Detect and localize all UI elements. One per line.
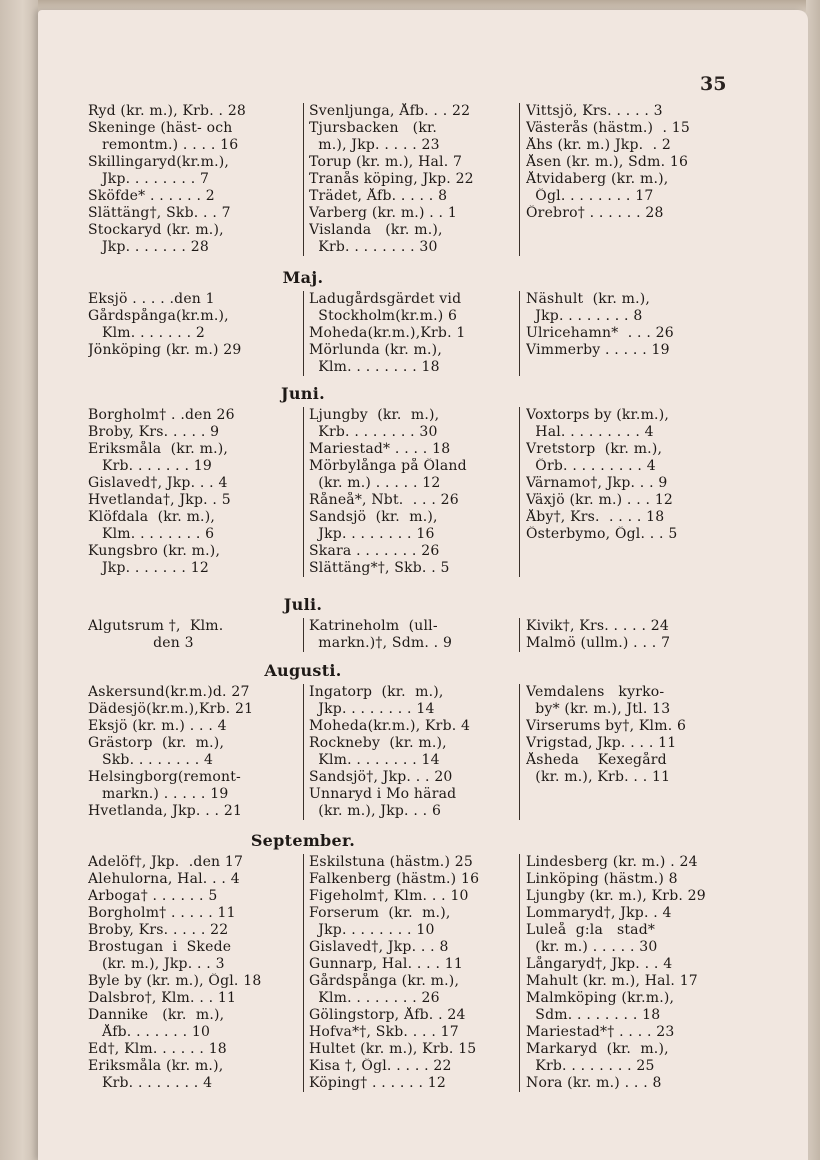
- month-heading-juni: Juni.: [281, 384, 325, 403]
- market-entry-line: Forserum (kr. m.),: [309, 905, 451, 921]
- market-entry-line: Gårdspånga(kr.m.),: [88, 308, 229, 324]
- market-entry-line: Jkp. . . . . . . . 7: [88, 171, 210, 187]
- market-entry-line: Vislanda (kr. m.),: [309, 222, 443, 238]
- month-heading-maj: Maj.: [282, 268, 324, 287]
- market-column-3-juli: [519, 618, 736, 652]
- market-entry-line: Åtvidaberg (kr. m.),: [526, 171, 669, 187]
- market-entry-line: Jkp. . . . . . . . 14: [309, 701, 435, 717]
- market-entry-line: Kisa †, Ögl. . . . . 22: [309, 1058, 452, 1074]
- market-entry-line: Näshult (kr. m.),: [526, 291, 651, 307]
- market-entry-line: Gunnarp, Hal. . . . 11: [309, 956, 463, 972]
- market-entry-line: Grästorp (kr. m.),: [88, 735, 225, 751]
- market-entry-line: Mörbylånga på Öland: [309, 458, 467, 474]
- market-entry-line: Rockneby (kr. m.),: [309, 735, 447, 751]
- market-entry-line: Falkenberg (hästm.) 16: [309, 871, 480, 887]
- market-entry-line: Klm. . . . . . . . 14: [309, 752, 440, 768]
- market-entry-line: Vretstorp (kr. m.),: [526, 441, 663, 457]
- market-entry-line: Klöfdala (kr. m.),: [88, 509, 216, 525]
- market-entry-line: Skb. . . . . . . . 4: [88, 752, 214, 768]
- market-entry-line: markn.) . . . . . 19: [88, 786, 229, 802]
- market-entry-line: Eriksmåla (kr. m.),: [88, 441, 229, 457]
- market-entry-line: Torup (kr. m.), Hal. 7: [309, 154, 463, 170]
- market-entry-line: Ljungby (kr. m.), Krb. 29: [526, 888, 706, 904]
- market-entry-line: Ed†, Klm. . . . . . 18: [88, 1041, 227, 1057]
- market-entry-line: Jkp. . . . . . . . 16: [309, 526, 435, 542]
- market-entry-line: Vrigstad, Jkp. . . . 11: [526, 735, 677, 751]
- market-entry-line: remontm.) . . . . 16: [88, 137, 239, 153]
- market-entry-line: Vemdalens kyrko-: [526, 684, 665, 700]
- market-entry-line: Varberg (kr. m.) . . 1: [309, 205, 457, 221]
- market-entry-line: Hultet (kr. m.), Krb. 15: [309, 1041, 477, 1057]
- market-column-2-augusti: [303, 684, 519, 820]
- market-entry-line: Köping† . . . . . . 12: [309, 1075, 446, 1091]
- market-entry-line: Skillingaryd(kr.m.),: [88, 154, 230, 170]
- market-entry-line: Vittsjö, Krs. . . . . 3: [526, 103, 663, 119]
- market-entry-line: Gölingstorp, Åfb. . 24: [309, 1007, 466, 1023]
- market-entry-line: markn.)†, Sdm. . 9: [309, 635, 453, 651]
- market-entry-line: Råneå*, Nbt. . . . 26: [309, 492, 459, 508]
- market-entry-line: Borgholm† . .den 26: [88, 407, 235, 423]
- market-entry-line: Algutsrum †, Klm.: [88, 618, 224, 634]
- market-entry-line: by* (kr. m.), Jtl. 13: [526, 701, 671, 717]
- market-entry-line: Vimmerby . . . . . 19: [526, 342, 670, 358]
- market-entry-line: Voxtorps by (kr.m.),: [526, 407, 670, 423]
- book-edge: [806, 0, 820, 1160]
- market-entry-line: Jkp. . . . . . . 28: [88, 239, 209, 255]
- market-entry-line: Eriksmåla (kr. m.),: [88, 1058, 224, 1074]
- market-entry-line: Gårdspånga (kr. m.),: [309, 973, 460, 989]
- market-entry-line: Slättäng*†, Skb. . 5: [309, 560, 450, 576]
- market-entry-line: Gislaved†, Jkp. . . 8: [309, 939, 449, 955]
- market-column-3-maj: [519, 291, 736, 376]
- market-entry-line: Nora (kr. m.) . . . 8: [526, 1075, 662, 1091]
- market-entry-line: Åsen (kr. m.), Sdm. 16: [526, 154, 689, 170]
- market-entry-line: Örebro† . . . . . . 28: [526, 205, 664, 221]
- market-entry-line: Krb. . . . . . . 19: [88, 458, 212, 474]
- market-entry-line: Dannike (kr. m.),: [88, 1007, 225, 1023]
- market-entry-line: Gislaved†, Jkp. . . 4: [88, 475, 228, 491]
- market-entry-line: Värnamo†, Jkp. . . 9: [526, 475, 668, 491]
- page-number: 35: [700, 73, 727, 95]
- previous-page-edge: [0, 0, 38, 1160]
- market-entry-line: Stockaryd (kr. m.),: [88, 222, 224, 238]
- market-entry-line: Adelöf†, Jkp. .den 17: [88, 854, 244, 870]
- market-column-2-january-may: [303, 103, 519, 256]
- market-entry-line: (kr. m.), Jkp. . . 3: [88, 956, 225, 972]
- market-entry-line: Sdm. . . . . . . . 18: [526, 1007, 661, 1023]
- market-entry-line: Figeholm†, Klm. . . 10: [309, 888, 469, 904]
- market-entry-line: Klm. . . . . . . . 6: [88, 526, 215, 542]
- market-entry-line: Ingatorp (kr. m.),: [309, 684, 444, 700]
- market-entry-line: Helsingborg(remont-: [88, 769, 241, 785]
- market-entry-line: Krb. . . . . . . . 4: [88, 1075, 213, 1091]
- market-entry-line: Lindesberg (kr. m.) . 24: [526, 854, 698, 870]
- market-entry-line: Luleå g:la stad*: [526, 922, 656, 938]
- market-entry-line: Stockholm(kr.m.) 6: [309, 308, 458, 324]
- market-entry-line: Arboga† . . . . . . 5: [88, 888, 218, 904]
- market-column-1-augusti: [88, 684, 298, 820]
- market-entry-line: Alehulorna, Hal. . . 4: [88, 871, 240, 887]
- month-heading-augusti: Augusti.: [264, 661, 342, 680]
- market-entry-line: Mariestad*† . . . . 23: [526, 1024, 675, 1040]
- market-column-3-september: [519, 854, 736, 1092]
- market-entry-line: Markaryd (kr. m.),: [526, 1041, 669, 1057]
- market-entry-line: Klm. . . . . . . . 26: [309, 990, 440, 1006]
- market-entry-line: Sköfde* . . . . . . 2: [88, 188, 215, 204]
- market-entry-line: Örb. . . . . . . . . 4: [526, 458, 656, 474]
- market-entry-line: Jkp. . . . . . . 12: [88, 560, 209, 576]
- market-entry-line: Skara . . . . . . . 26: [309, 543, 440, 559]
- market-entry-line: Västerås (hästm.) . 15: [526, 120, 690, 136]
- market-column-3-january-may: [519, 103, 736, 256]
- market-entry-line: Mörlunda (kr. m.),: [309, 342, 442, 358]
- market-entry-line: Borgholm† . . . . . 11: [88, 905, 236, 921]
- market-entry-line: Jönköping (kr. m.) 29: [88, 342, 242, 358]
- market-entry-line: Ljungby (kr. m.),: [309, 407, 440, 423]
- market-entry-line: (kr. m.) . . . . . 30: [526, 939, 658, 955]
- market-entry-line: (kr. m.), Jkp. . . 6: [309, 803, 442, 819]
- market-column-1-juni: [88, 407, 298, 577]
- market-entry-line: Mariestad* . . . . 18: [309, 441, 451, 457]
- market-entry-line: Moheda(kr.m.), Krb. 4: [309, 718, 471, 734]
- market-entry-line: Eskilstuna (hästm.) 25: [309, 854, 473, 870]
- market-entry-line: m.), Jkp. . . . . 23: [309, 137, 440, 153]
- market-column-2-juli: [303, 618, 519, 652]
- market-entry-line: Slättäng†, Skb. . . 7: [88, 205, 231, 221]
- market-entry-line: Jkp. . . . . . . . 8: [526, 308, 643, 324]
- market-entry-line: Krb. . . . . . . . 30: [309, 239, 438, 255]
- market-column-1-juli: [88, 618, 298, 652]
- market-entry-line: Trädet, Åfb. . . . . 8: [309, 188, 448, 204]
- market-entry-line: Eksjö (kr. m.) . . . 4: [88, 718, 227, 734]
- market-column-1-january-may: [88, 103, 298, 256]
- market-entry-line: Dädesjö(kr.m.),Krb. 21: [88, 701, 254, 717]
- market-entry-line: Ulricehamn* . . . 26: [526, 325, 674, 341]
- market-column-1-maj: [88, 291, 298, 376]
- market-column-3-juni: [519, 407, 736, 577]
- market-entry-line: Kungsbro (kr. m.),: [88, 543, 221, 559]
- market-entry-line: Långaryd†, Jkp. . . 4: [526, 956, 673, 972]
- market-entry-line: Broby, Krs. . . . . 9: [88, 424, 220, 440]
- market-entry-line: Hofva*†, Skb. . . . 17: [309, 1024, 459, 1040]
- market-column-3-augusti: [519, 684, 736, 820]
- market-entry-line: Katrineholm (ull-: [309, 618, 438, 634]
- market-entry-line: Tranås köping, Jkp. 22: [309, 171, 474, 187]
- market-entry-line: Kivik†, Krs. . . . . 24: [526, 618, 669, 634]
- month-heading-september: September.: [250, 831, 356, 850]
- market-entry-line: Moheda(kr.m.),Krb. 1: [309, 325, 466, 341]
- market-entry-line: Åby†, Krs. . . . . 18: [526, 509, 665, 525]
- market-entry-line: Byle by (kr. m.), Ögl. 18: [88, 973, 262, 989]
- market-entry-line: Krb. . . . . . . . 25: [526, 1058, 655, 1074]
- market-entry-line: Askersund(kr.m.)d. 27: [88, 684, 250, 700]
- market-entry-line: Jkp. . . . . . . . 10: [309, 922, 435, 938]
- market-entry-line: Malmköping (kr.m.),: [526, 990, 675, 1006]
- market-entry-line: Sandsjö†, Jkp. . . 20: [309, 769, 453, 785]
- market-entry-line: Linköping (hästm.) 8: [526, 871, 678, 887]
- market-entry-line: Brostugan i Skede: [88, 939, 232, 955]
- market-entry-line: Unnaryd i Mo härad: [309, 786, 457, 802]
- market-entry-line: Hal. . . . . . . . . 4: [526, 424, 654, 440]
- market-column-2-september: [303, 854, 519, 1092]
- market-entry-line: Lommaryd†, Jkp. . 4: [526, 905, 672, 921]
- market-entry-line: Österbymo, Ögl. . . 5: [526, 526, 678, 542]
- market-entry-line: Ladugårdsgärdet vid: [309, 291, 462, 307]
- market-entry-line: Svenljunga, Åfb. . . 22: [309, 103, 471, 119]
- market-entry-line: Hvetlanda, Jkp. . . 21: [88, 803, 243, 819]
- market-column-2-juni: [303, 407, 519, 577]
- market-entry-line: (kr. m.), Krb. . . 11: [526, 769, 671, 785]
- market-entry-line: den 3: [88, 635, 194, 651]
- market-entry-line: Klm. . . . . . . . 18: [309, 359, 440, 375]
- month-heading-juli: Juli.: [283, 595, 323, 614]
- market-entry-line: (kr. m.) . . . . . 12: [309, 475, 441, 491]
- market-entry-line: Eksjö . . . . .den 1: [88, 291, 215, 307]
- market-entry-line: Åsheda Kexegård: [526, 752, 667, 768]
- market-entry-line: Mahult (kr. m.), Hal. 17: [526, 973, 698, 989]
- market-entry-line: Hvetlanda†, Jkp. . 5: [88, 492, 231, 508]
- market-column-1-september: [88, 854, 298, 1092]
- market-entry-line: Malmö (ullm.) . . . 7: [526, 635, 671, 651]
- market-entry-line: Ryd (kr. m.), Krb. . 28: [88, 103, 247, 119]
- market-entry-line: Åhs (kr. m.) Jkp. . 2: [526, 137, 672, 153]
- market-column-2-maj: [303, 291, 519, 376]
- market-entry-line: Virserums by†, Klm. 6: [526, 718, 687, 734]
- market-entry-line: Ögl. . . . . . . . 17: [526, 188, 654, 204]
- market-entry-line: Sandsjö (kr. m.),: [309, 509, 438, 525]
- market-entry-line: Dalsbro†, Klm. . . 11: [88, 990, 237, 1006]
- market-entry-line: Klm. . . . . . . 2: [88, 325, 205, 341]
- market-entry-line: Broby, Krs. . . . . 22: [88, 922, 229, 938]
- market-entry-line: Skeninge (häst- och: [88, 120, 233, 136]
- market-entry-line: Växjö (kr. m.) . . . 12: [526, 492, 674, 508]
- market-entry-line: Åfb. . . . . . . 10: [88, 1024, 211, 1040]
- market-entry-line: Krb. . . . . . . . 30: [309, 424, 438, 440]
- market-entry-line: Tjursbacken (kr.: [309, 120, 438, 136]
